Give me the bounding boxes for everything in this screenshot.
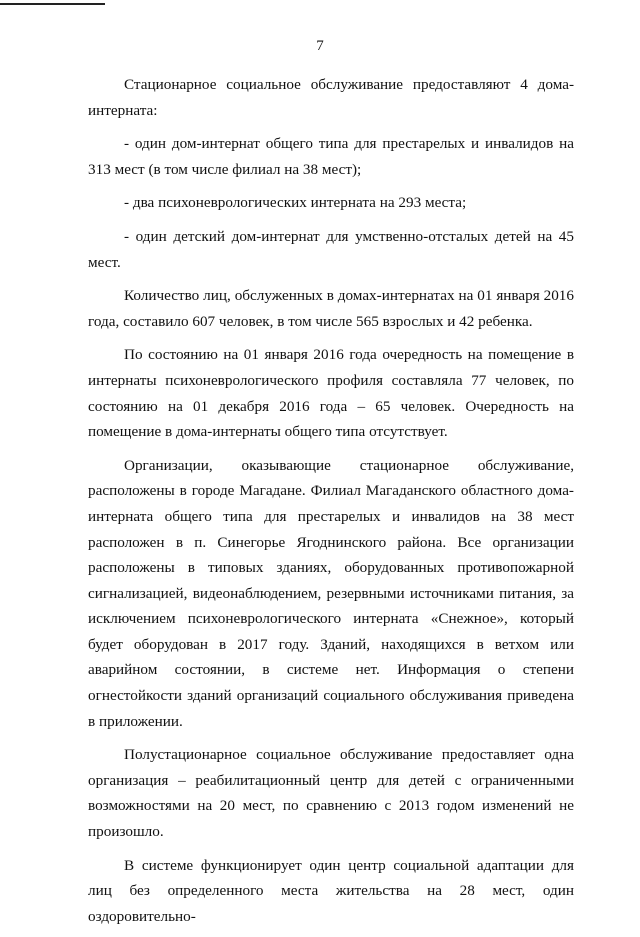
document-body [88, 72, 574, 937]
scan-edge-mark [0, 3, 105, 5]
paragraph-queue: По состоянию на 01 января 2016 года очередность на помещение в интернаты психоневрологического профиля составляла 77 человек, по состоянию на 01 декабря 2016 года – 65 человек. Очередность на помещение в дома-интернаты общего типа отсутствует. [88, 346, 574, 441]
paragraph-semi-stationary: Полустационарное социальное обслуживание предоставляет одна организация – реабилитационный центр для детей с ограниченными возможностями на 20 мест, по сравнению с 2013 годом изменений не произошло. [88, 746, 574, 841]
paragraph-stationary-intro: Стационарное социальное обслуживание предоставляют 4 дома-интерната: [88, 76, 574, 119]
paragraph-adaptation-center: В системе функционирует один центр социальной адаптации для лиц без определенного места жительства на 28 мест, один оздоровительно- [88, 856, 574, 925]
list-item-children-home: - один детский дом-интернат для умственно-отсталых детей на 45 мест. [88, 227, 574, 271]
list-item-general-home: - один дом-интернат общего типа для престарелых и инвалидов на 313 мест (в том числе филиал на 38 мест); [88, 135, 574, 178]
list-item-psychoneuro: - два психоневрологических интерната на 293 места; [124, 194, 467, 212]
page-number: 7 [316, 38, 324, 54]
paragraph-served-count: Количество лиц, обслуженных в домах-интернатах на 01 января 2016 года, составило 607 человек, в том числе 565 взрослых и 42 ребенка. [88, 287, 574, 330]
paragraph-organizations: Организации, оказывающие стационарное обслуживание, расположены в городе Магадане. Филиал Магаданского областного дома-интерната общего типа для престарелых и инвалидов на 38 мест расположен в п. Синегорье Ягоднинского района. Все организации расположены в типовых зданиях, оборудованных противопожарной сигнализацией, видеонаблюдением, резервными источниками питания, за исключением психоневрологического интерната «Снежное», который будет оборудован в 2017 году. Зданий, находящихся в ветхом или аварийном состоянии, в системе нет. Информация о степени огнестойкости зданий организаций социального обслуживания приведена в приложении. [88, 456, 574, 730]
